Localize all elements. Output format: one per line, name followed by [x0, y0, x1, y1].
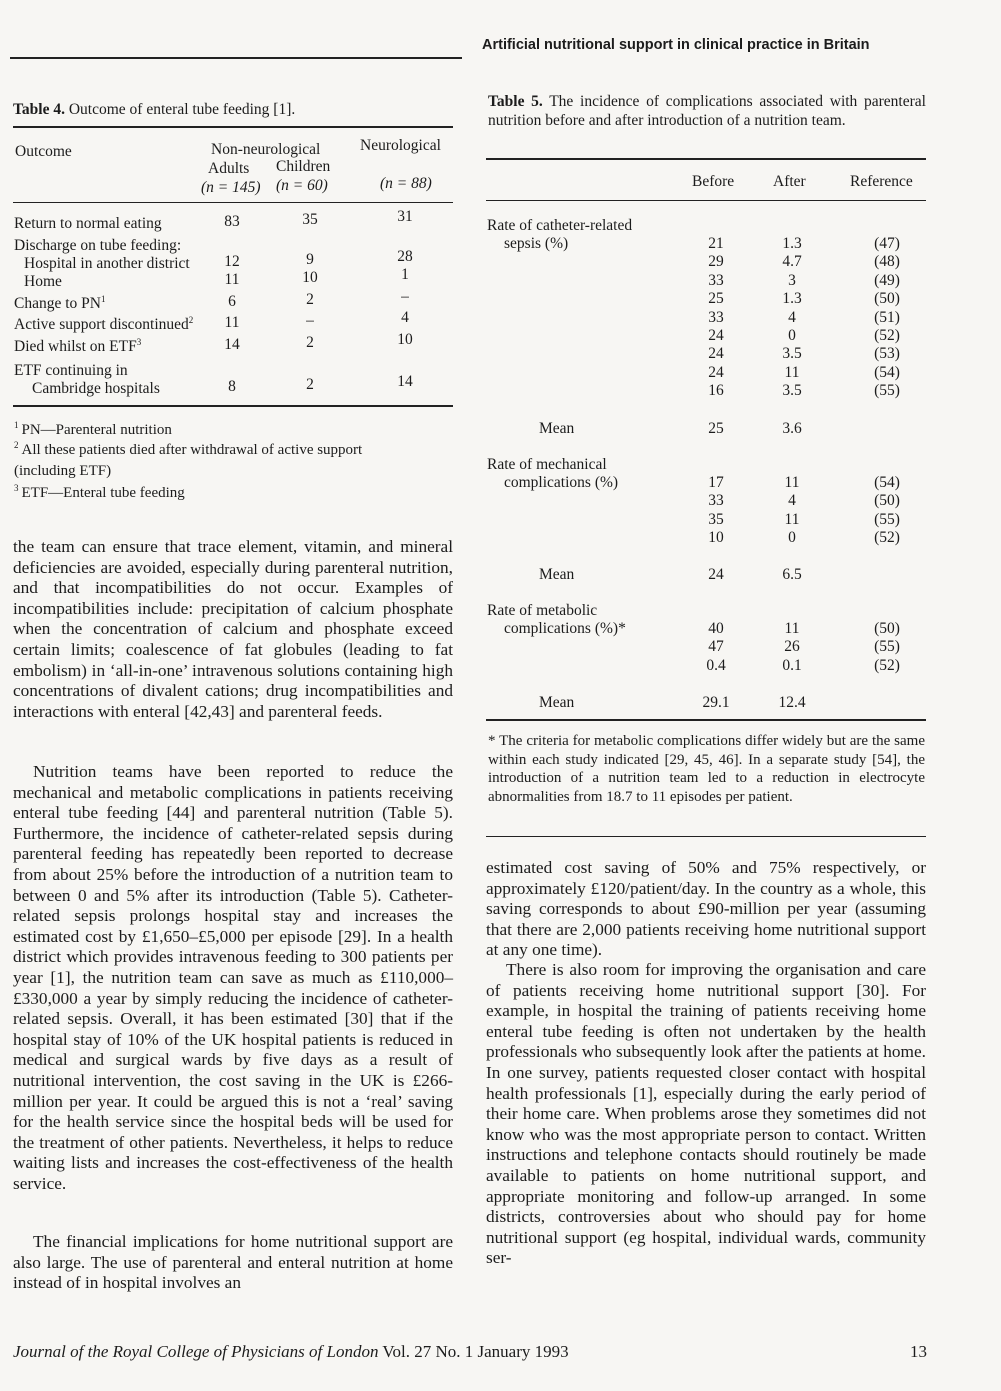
table4-cell-neuro: 28: [397, 248, 413, 265]
table5-mean-after: 12.4: [778, 694, 806, 711]
table4-row-label: [24, 255, 190, 273]
table5-cell-reference: (54): [874, 363, 900, 381]
table5-cell-after: 4.7: [782, 253, 802, 271]
footer-citation: [13, 1342, 569, 1362]
table5-cell-before: 33: [708, 492, 724, 510]
table4-cell-children: 9: [306, 251, 314, 268]
table4-row-label: [14, 338, 141, 356]
table5-cell-after: 11: [784, 363, 800, 381]
footer-journal: Journal of the Royal College of Physicians of London: [13, 1342, 379, 1361]
table5-cell-after: 11: [784, 510, 800, 528]
table4-header-children: Children: [276, 158, 331, 175]
table4-row-label-text: Died whilst on ETF: [14, 338, 137, 355]
table5-cell-reference: (55): [874, 510, 900, 528]
table4-row-label-text: Discharge on tube feeding:: [14, 237, 182, 254]
table5-bottom-rule: [486, 719, 926, 721]
table5-cell-before: 24: [708, 363, 724, 381]
table5-caption-text: The incidence of complications associated with parenteral nutrition before and after introduction of a nutrition team.: [488, 93, 926, 129]
table5-cell-after: 3.5: [782, 345, 802, 363]
table4-row-label: [14, 362, 128, 380]
table5-cell-before: 10: [708, 529, 724, 547]
table5-mean-before: 29.1: [702, 694, 730, 711]
table4-row-footnote-mark: 2: [188, 314, 194, 325]
table4-footnote-text: ETF—Enteral tube feeding: [21, 485, 185, 501]
table4-bottom-rule: [13, 405, 453, 407]
table5-cell-reference: (55): [874, 638, 900, 656]
table4-footnote-text: PN—Parenteral nutrition: [21, 422, 172, 438]
table5-cell-after: 0: [788, 529, 796, 547]
table5-mean-after: 6.5: [782, 566, 802, 583]
body-left-paragraph-1: the team can ensure that trace element, vitamin, and mineral deficiencies are avoided, especially during parenteral nutrition, and that incompatibilities do not occur. Examples of incompatibilities include: precipitation of calcium phosphate when the concentration of calcium and phosphate exceed certain limits; coalescence of fat globules (leading to fat embolism) in ‘all-in-one’ intravenous solutions containing high concentrations of divalent cations; drug incompatibilities and interactions with enteral [42,43] and parenteral feeds.: [13, 537, 453, 721]
table5-cell-after: 11: [784, 620, 800, 637]
table4-row-label: [24, 273, 62, 291]
table4-header-rule: [13, 202, 453, 203]
table5-cell-before: 21: [708, 235, 724, 252]
table4-row-footnote-mark: 1: [100, 293, 106, 304]
table5-cell-reference: (53): [874, 345, 900, 363]
table4-cell-children: 35: [302, 211, 318, 228]
table4-header-n-children: (n = 60): [276, 177, 328, 194]
table4-header-neuro: Neurological: [360, 137, 441, 154]
table5-mean-before: 24: [708, 566, 724, 583]
table5-cell-reference: (49): [874, 271, 900, 289]
table4-footnote-mark: 2: [14, 440, 19, 450]
table4-row-label-text: Change to PN: [14, 295, 101, 312]
table4-row-label: [14, 215, 162, 233]
table5-cell-before: 29: [708, 253, 724, 271]
table5-group-subtitle: complications (%): [504, 474, 619, 491]
table4-header-n-neuro: (n = 88): [380, 175, 432, 192]
table4-row-label-text: Hospital in another district: [24, 255, 190, 272]
table5-cell-after: 26: [784, 638, 800, 656]
table5-mean-label: Mean: [539, 420, 575, 437]
table4-footnote-mark: 3: [14, 483, 19, 493]
table5-cell-before: 33: [708, 271, 724, 289]
table5-cell-after: 4: [788, 308, 796, 326]
table5-caption: [488, 92, 926, 130]
table5-group-title: Rate of mechanical: [487, 456, 607, 473]
table4-footnote-mark: 1: [14, 420, 19, 430]
footer-issue: Vol. 27 No. 1 January 1993: [382, 1342, 569, 1361]
table5-cell-reference: (50): [874, 290, 900, 308]
table5-mean-label: Mean: [539, 566, 575, 583]
table5-cell-reference: (51): [874, 308, 900, 326]
table5-header-rule: [486, 200, 926, 201]
table5-cell-before: 25: [708, 290, 724, 308]
table4-footnote-text: (including ETF): [14, 463, 112, 479]
table5-cell-reference: (52): [874, 529, 900, 547]
table5-label: Table 5.: [488, 93, 543, 110]
table5-cell-before: 33: [708, 308, 724, 326]
table4-cell-children: –: [306, 312, 314, 329]
table5-cell-after: 4: [788, 492, 796, 510]
table5-cell-after: 3: [788, 271, 796, 289]
table4-cell-adults: 11: [224, 314, 240, 331]
table5-cell-before: 17: [708, 474, 724, 491]
table4-top-rule: [13, 126, 453, 128]
body-right-paragraph-2: There is also room for improving the organisation and care of patients receiving home nutritional support [30]. For example, in hospital the training of patients receiving home enteral tube feeding is often not undertaken by the health professionals who subsequently look after the patients at home. In one survey, patients requested closer contact with hospital health professionals [1], especially during the early period of their home care. When problems arose they sometimes did not know who was the most appropriate person to contact. Written instructions and telephone contacts should routinely be made available to patients on home nutritional support, and appropriate monitoring and follow-up arranged. In some districts, controversies about who should pay for home nutritional support (eg hospital, individual wards, community ser-: [486, 960, 926, 1268]
table5-cell-after: 11: [784, 474, 800, 491]
table5-mean-label: Mean: [539, 694, 575, 711]
table4-row-label-text: Active support discontinued: [14, 316, 189, 333]
page-number: 13: [910, 1342, 927, 1361]
table4-label: Table 4.: [13, 101, 65, 118]
table4-row-footnote-mark: 3: [136, 336, 142, 347]
table5-mean-before: 25: [708, 420, 724, 437]
table4-cell-children: 10: [302, 269, 318, 286]
table5-group-title: Rate of catheter-related: [487, 217, 633, 234]
table5-cell-before: 40: [708, 620, 724, 637]
table5-group-title: Rate of metabolic: [487, 602, 598, 619]
table4-cell-adults: 8: [228, 378, 236, 395]
table4-header-n-adults: (n = 145): [201, 179, 261, 196]
table5-footnote: * The criteria for metabolic complications differ widely but are the same within each study indicated [29, 45, 46]. In a separate study [54], the introduction of a nutrition team led to a reduction in electrocyte abnormalities from 18.7 to 11 episodes per patient.: [488, 733, 925, 805]
table4-header-non-neuro: Non-neurological: [211, 141, 321, 158]
table5-cell-after: 0.1: [782, 656, 802, 674]
table4-cell-children: 2: [306, 291, 314, 308]
table4-cell-adults: 12: [224, 253, 240, 270]
table4-header-outcome: Outcome: [15, 143, 72, 160]
table4-caption-text: Outcome of enteral tube feeding [1].: [68, 101, 296, 118]
table4-cell-adults: 83: [224, 213, 240, 230]
table4-row-label: [14, 237, 181, 255]
table4-footnote: [14, 441, 362, 460]
table4-row-label-text: ETF continuing in: [14, 362, 128, 379]
table4-footnote-text: All these patients died after withdrawal of active support: [21, 442, 363, 458]
table4-cell-children: 2: [306, 376, 314, 393]
table5-cell-before: 47: [708, 638, 724, 656]
table4-cell-neuro: 1: [401, 266, 409, 283]
table5-cell-after: 0: [788, 327, 796, 344]
table5-cell-before: 0.4: [706, 656, 726, 674]
table4-cell-adults: 11: [224, 271, 240, 288]
table4-row-label-text: Home: [24, 273, 62, 290]
table4-row-label: [14, 316, 193, 334]
table4-cell-neuro: 14: [397, 373, 413, 390]
table5-cell-reference: (50): [874, 620, 900, 637]
table5-cell-before: 16: [708, 382, 724, 400]
table5-cell-before: 24: [708, 345, 724, 363]
table4-footnote: [14, 484, 185, 503]
table4-row-label-text: Return to normal eating: [14, 215, 162, 232]
table5-group-subtitle: sepsis (%): [504, 235, 569, 252]
table4-cell-adults: 14: [224, 336, 240, 353]
table4-caption: [13, 100, 453, 119]
table5-cell-reference: (52): [874, 327, 900, 344]
table5-cell-before: 24: [708, 327, 724, 344]
table4-cell-children: 2: [306, 334, 314, 351]
table4-cell-neuro: –: [401, 288, 409, 305]
table5-top-rule: [486, 158, 926, 160]
table5-cell-reference: (52): [874, 656, 900, 674]
table5-cell-reference: (55): [874, 382, 900, 400]
table5-header-reference: Reference: [850, 173, 913, 190]
table5-header-before: Before: [692, 173, 735, 190]
table4-cell-neuro: 10: [397, 331, 413, 348]
table5-cell-reference: (48): [874, 253, 900, 271]
table4-footnote: [14, 462, 111, 481]
table5-cell-reference: (50): [874, 492, 900, 510]
table5-group-subtitle: complications (%)*: [504, 620, 626, 637]
table5-cell-after: 1.3: [782, 290, 802, 308]
table5-cell-reference: (47): [874, 235, 900, 252]
table4-cell-neuro: 31: [397, 208, 413, 225]
table5-cell-after: 3.5: [782, 382, 802, 400]
table4-row-label: [14, 295, 105, 313]
table4-row-label-text: Cambridge hospitals: [32, 380, 160, 397]
table5-mean-after: 3.6: [782, 420, 802, 437]
header-rule: [10, 57, 462, 59]
table5-header-after: After: [773, 173, 806, 190]
table5-footnote-rule: [486, 836, 926, 837]
table5-cell-before: 35: [708, 510, 724, 528]
table5-cell-after: 1.3: [782, 235, 802, 252]
table4-header-adults: Adults: [208, 160, 250, 177]
body-left-paragraph-3: The financial implications for home nutritional support are also large. The use of parenteral and enteral nutrition at home instead of in hospital involves an: [13, 1232, 453, 1293]
table4-cell-neuro: 4: [401, 309, 409, 326]
table4-footnote: [14, 421, 172, 440]
table5-cell-reference: (54): [874, 474, 900, 491]
body-left-paragraph-2: Nutrition teams have been reported to reduce the mechanical and metabolic complications in patients receiving enteral tube feeding [44] and parenteral nutrition (Table 5). Furthermore, the incidence of catheter-related sepsis during parenteral feeding has repeatedly been reported to decrease from about 25% before the introduction of a nutrition team to between 0 and 5% after its introduction (Table 5). Catheter-related sepsis prolongs hospital stay and increases the estimated cost by £1,650–£5,000 per episode [29]. In a health district which provides intravenous feeding to 300 patients per year [1], the nutrition team can save as much as £110,000–£330,000 a year by simply reducing the incidence of catheter-related sepsis. Overall, it has been estimated [30] that if the hospital stay of 10% of the UK hospital patients is reduced in medical and surgical wards by five days as a result of nutritional intervention, the cost saving in the UK is £266-million per year. It could be argued this is not a ‘real’ saving for the health service since the hospital beds will be used for the treatment of other patients. Nevertheless, it helps to reduce waiting lists and increases the cost-effectiveness of the health service.: [13, 762, 453, 1193]
running-head: Artificial nutritional support in clinical practice in Britain: [482, 37, 870, 53]
table4-row-label: [32, 380, 160, 398]
body-right-paragraph-1: estimated cost saving of 50% and 75% respectively, or approximately £120/patient/day. In the country as a whole, this saving corresponds to about £90-million per year (assuming that there are 2,000 patients receiving home nutritional support at any one time).: [486, 858, 926, 960]
table4-cell-adults: 6: [228, 293, 236, 310]
